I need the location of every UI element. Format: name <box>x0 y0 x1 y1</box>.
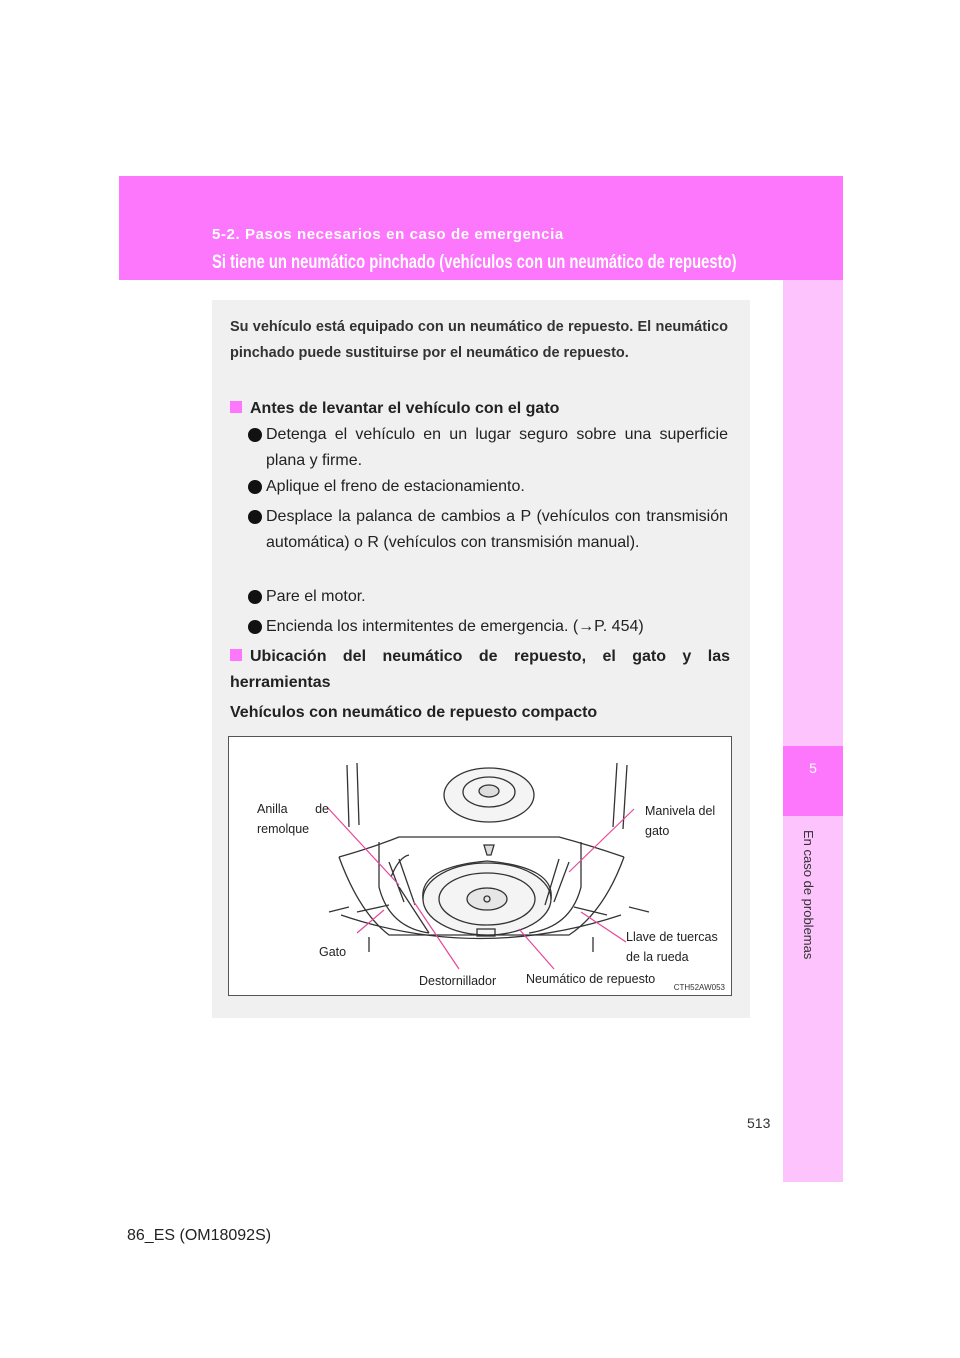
label-jack-handle: Manivela del gato <box>645 804 716 838</box>
label-jack: Gato <box>319 945 347 959</box>
list-item <box>248 584 728 610</box>
bullet-dot-icon <box>248 510 262 524</box>
label-screwdriver: Destornillador <box>419 974 497 988</box>
label-spare-tire: Neumático de repuesto <box>526 972 656 986</box>
label-tow-ring: Anilla de remolque <box>257 802 329 836</box>
label-wheel-nut-wrench: Llave de tuercas de la rueda <box>626 930 718 964</box>
chapter-header <box>119 176 843 280</box>
square-bullet-icon <box>230 649 242 661</box>
chapter-number-block <box>783 746 843 816</box>
list-item-text: Detenga el vehículo en un lugar seguro sobre una superficie plana y firme. <box>266 426 728 469</box>
heading-location <box>230 644 730 696</box>
footer-code: 86_ES (OM18092S) <box>127 1227 272 1244</box>
list-item <box>248 474 728 500</box>
list-item <box>248 504 728 556</box>
page-title: Si tiene un neumático pinchado (vehículos con un neumático de repuesto) <box>212 252 737 273</box>
list-item <box>248 422 728 474</box>
chapter-tab-label: En caso de problemas <box>801 830 816 960</box>
chapter-tab-label-wrap <box>786 830 846 970</box>
trunk-illustration <box>228 736 732 996</box>
content-box <box>212 300 750 1018</box>
subheading-compact-spare: Vehículos con neumático de repuesto compacto <box>230 704 598 721</box>
chapter-side-tab <box>783 280 843 1182</box>
intro-paragraph: Su vehículo está equipado con un neumático de repuesto. El neumático pinchado puede sustituirse por el neumático de repuesto. <box>230 319 728 361</box>
list-item-text: Aplique el freno de estacionamiento. <box>266 478 525 495</box>
bullet-dot-icon <box>248 620 262 634</box>
square-bullet-icon <box>230 401 242 413</box>
list-item-text: Desplace la palanca de cambios a P (vehículos con transmisión automática) o R (vehículos con transmisión manual). <box>266 508 728 551</box>
heading-location-text: Ubicación del neumático de repuesto, el gato y las herramientas <box>230 648 730 691</box>
heading-before-jacking-text: Antes de levantar el vehículo con el gato <box>250 400 560 417</box>
bullet-dot-icon <box>248 428 262 442</box>
chapter-number: 5 <box>809 760 817 776</box>
bullet-dot-icon <box>248 480 262 494</box>
section-label: 5-2. Pasos necesarios en caso de emergencia <box>212 226 564 243</box>
list-item <box>248 614 728 640</box>
page-number: 513 <box>747 1115 771 1131</box>
list-item-text: Encienda los intermitentes de emergencia. (→P. 454) <box>266 618 644 635</box>
heading-before-jacking <box>230 396 730 422</box>
list-item-text: Pare el motor. <box>266 588 366 605</box>
bullet-dot-icon <box>248 590 262 604</box>
figure-code: CTH52AW053 <box>673 983 725 992</box>
